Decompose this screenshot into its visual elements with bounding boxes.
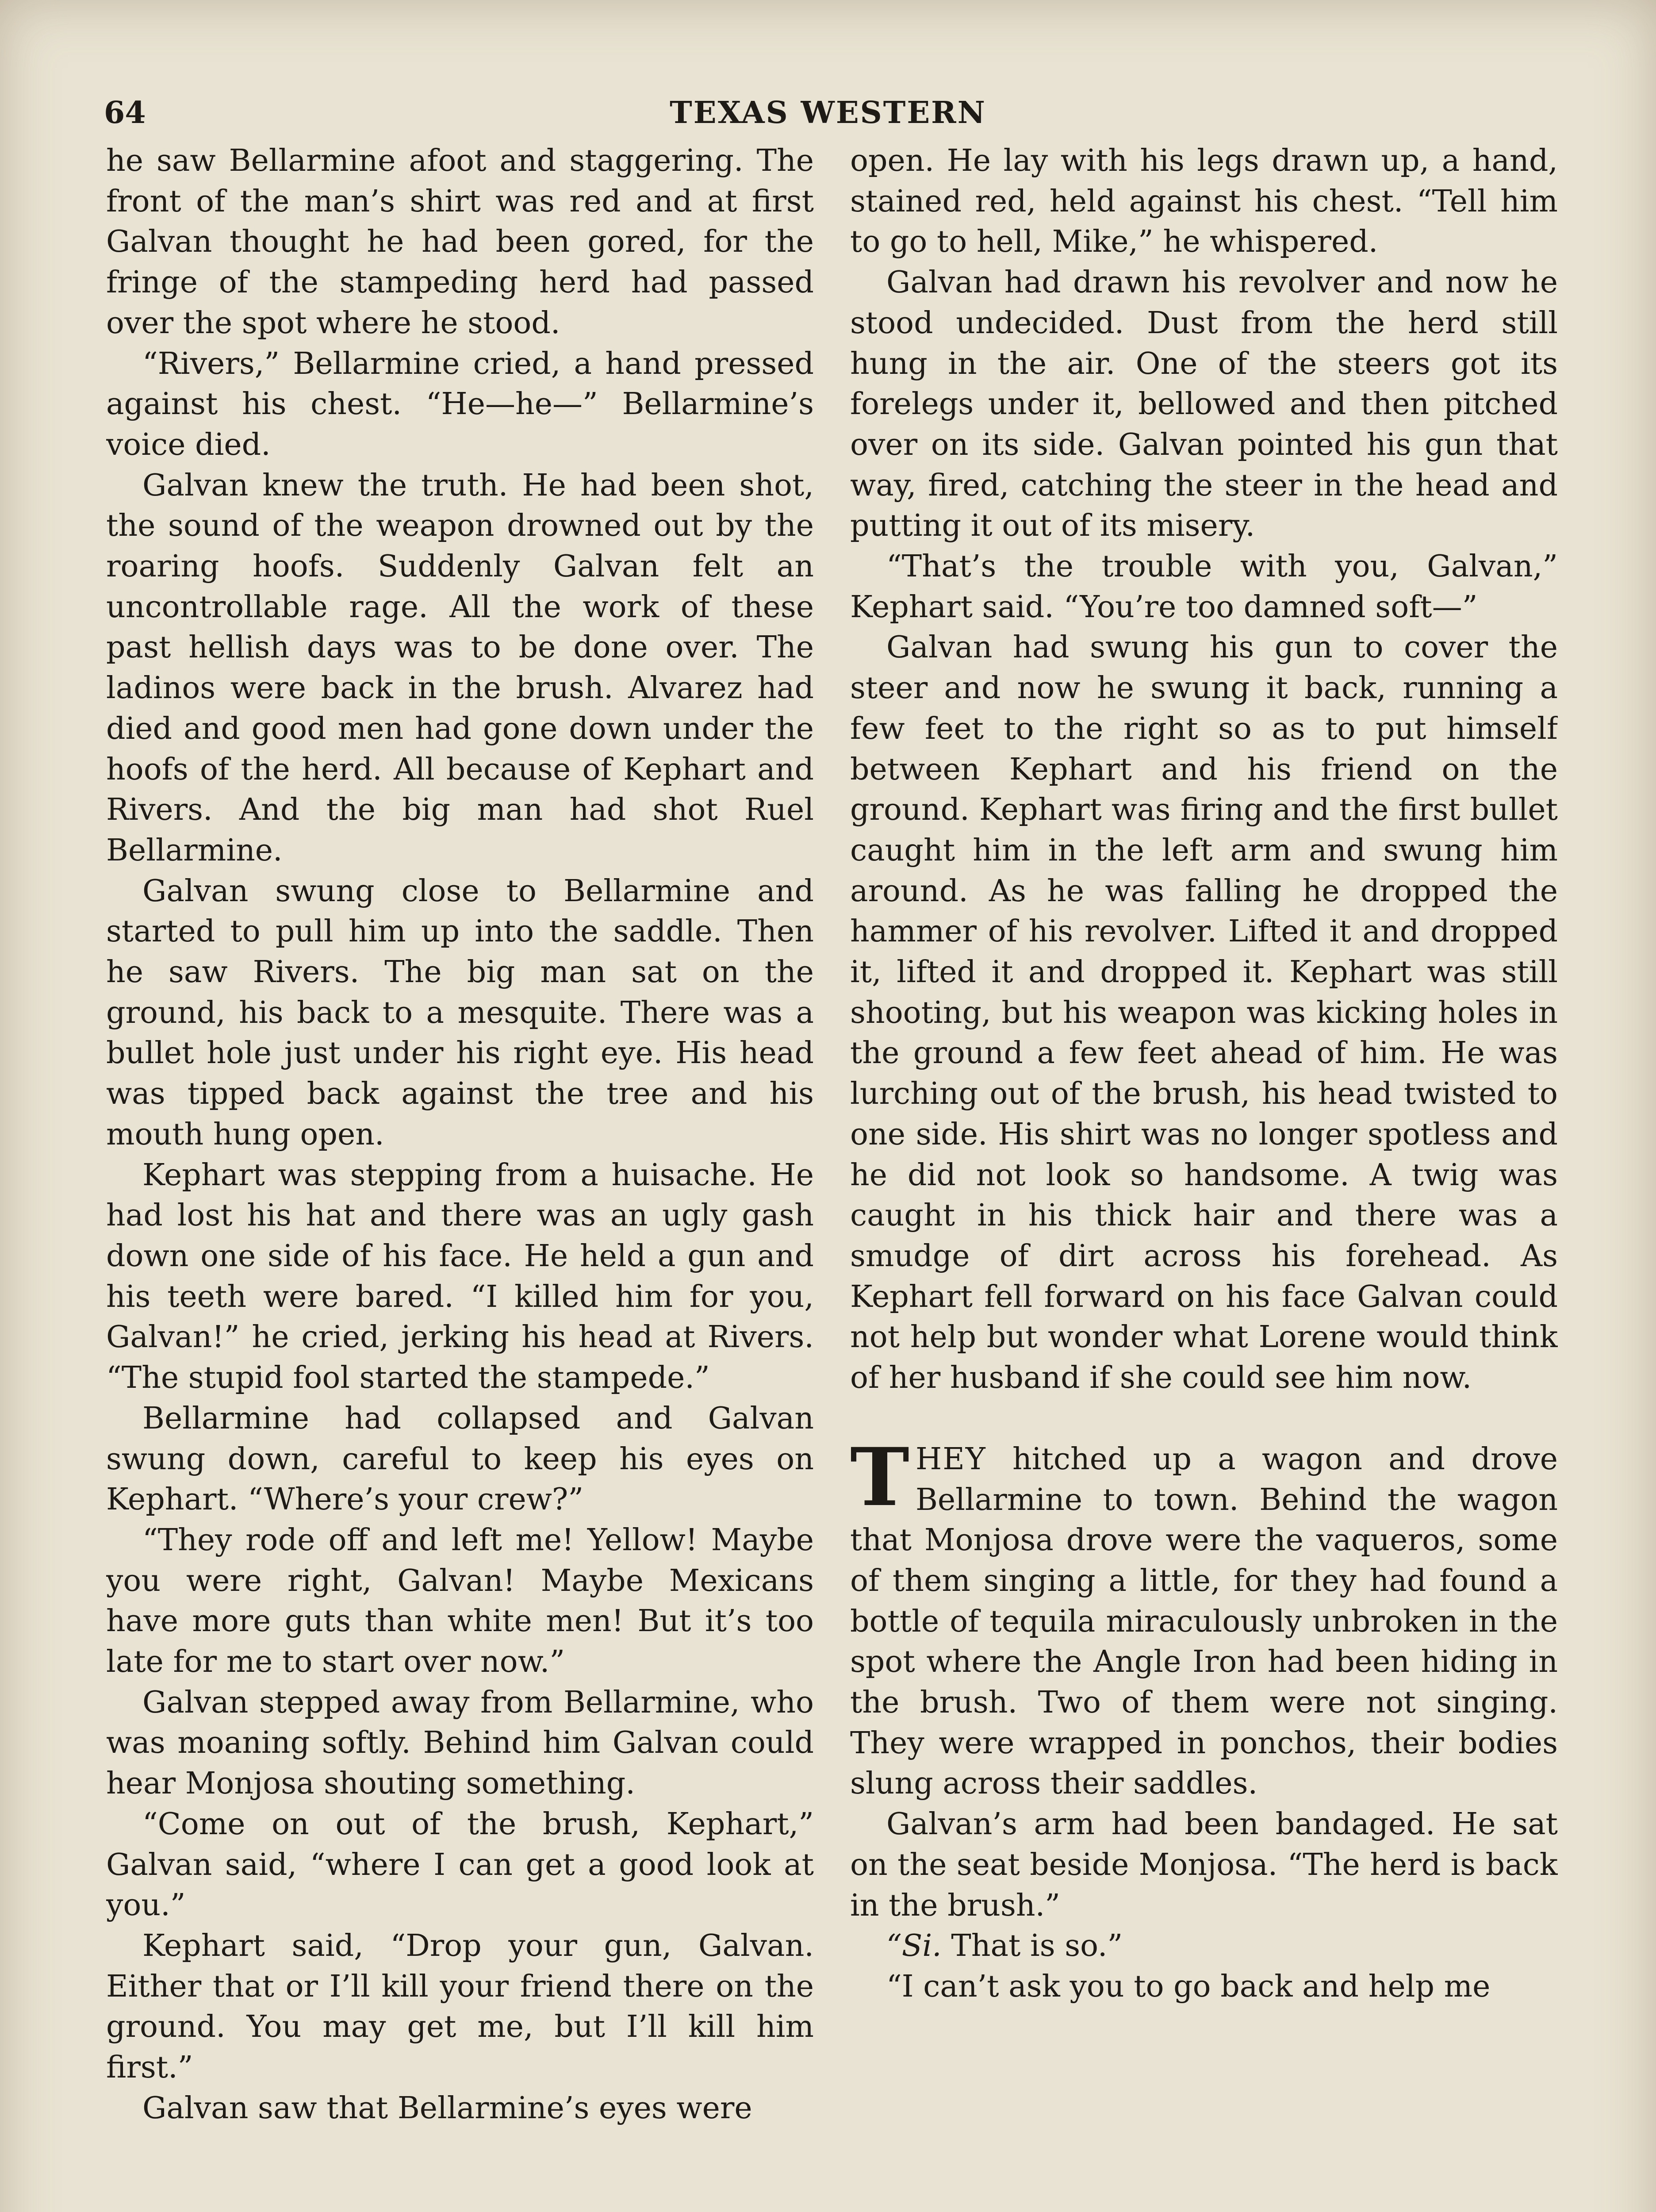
paragraph: “Come on out of the brush, Kephart,” Galvan said, “where I can get a good look at you.”: [106, 1806, 814, 1923]
paragraph: “I can’t ask you to go back and help me: [886, 1969, 1491, 2004]
italic-word: “Si.: [886, 1928, 942, 1964]
paragraph: Galvan’s arm had been bandaged. He sat on the seat beside Monjosa. “The herd is back in the brush.”: [850, 1807, 1558, 1923]
paragraph: Kephart said, “Drop your gun, Galvan. Either that or I’ll kill your friend there on the ground. You may get me, but I’ll kill him first.”: [106, 1928, 814, 2085]
drop-cap: T: [850, 1430, 909, 1524]
page-header: [104, 95, 1552, 135]
right-column: [850, 141, 1558, 2212]
paragraph: “They rode off and left me! Yellow! Maybe you were right, Galvan! Maybe Mexicans have more guts than white men! But it’s too late for me to start over now.”: [106, 1522, 814, 1680]
section-opening-paragraph: [850, 1430, 1558, 1804]
paragraph: [850, 1926, 1558, 1966]
paragraph: Galvan saw that Bellarmine’s eyes were: [142, 2090, 752, 2126]
lead-in-caps: HEY: [915, 1441, 986, 1477]
paragraph-text: That is so.”: [941, 1928, 1123, 1964]
paragraph: “Rivers,” Bellarmine cried, a hand pressed against his chest. “He—he—” Bellarmine’s voice died.: [106, 346, 814, 462]
paragraph: Galvan swung close to Bellarmine and started to pull him up into the saddle. Then he saw Rivers. The big man sat on the ground, his back to a mesquite. There was a bullet hole just under his right eye. His head was tipped back against the tree and his mouth hung open.: [106, 873, 814, 1152]
left-column: [106, 141, 814, 2212]
page-number: 64: [104, 95, 146, 131]
section-opening-text: hitched up a wagon and drove Bellarmine to town. Behind the wagon that Monjosa drove were the vaqueros, some of them singing a little, for they had found a bottle of tequila miraculously unbroken in the spot where the Angle Iron had been hiding in the brush. Two of them were not singing. They were wrapped in ponchos, their bodies slung across their saddles.: [850, 1441, 1558, 1801]
paragraph: Galvan stepped away from Bellarmine, who was moaning softly. Behind him Galvan could hear Monjosa shouting something.: [106, 1685, 814, 1801]
paragraph: Bellarmine had collapsed and Galvan swung down, careful to keep his eyes on Kephart. “Where’s your crew?”: [106, 1401, 814, 1517]
paragraph: Kephart was stepping from a huisache. He had lost his hat and there was an ugly gash down one side of his face. He held a gun and his teeth were bared. “I killed him for you, Galvan!” he cried, jerking his head at Rivers. “The stupid fool started the stampede.”: [106, 1157, 814, 1396]
paragraph: Galvan had swung his gun to cover the steer and now he swung it back, running a few feet to the right so as to put himself between Kephart and his friend on the ground. Kephart was firing and the first bullet caught him in the left arm and swung him around. As he was falling he dropped the hammer of his revolver. Lifted it and dropped it, lifted it and dropped it. Kephart was still shooting, but his weapon was kicking holes in the ground a few feet ahead of him. He was lurching out of the brush, his head twisted to one side. His shirt was no longer spotless and he did not look so handsome. A twig was caught in his thick hair and there was a smudge of dirt across his forehead. As Kephart fell forward on his face Galvan could not help but wonder what Lorene would think of her husband if she could see him now.: [850, 630, 1558, 1396]
paragraph: Galvan knew the truth. He had been shot, the sound of the weapon drowned out by the roaring hoofs. Suddenly Galvan felt an uncontrollable rage. All the work of these past hellish days was to be done over. The ladinos were back in the brush. Alvarez had died and good men had gone down under the hoofs of the herd. All because of Kephart and Rivers. And the big man had shot Ruel Bellarmine.: [106, 468, 814, 868]
running-head: TEXAS WESTERN: [670, 95, 986, 131]
paragraph: open. He lay with his legs drawn up, a hand, stained red, held against his chest. “Tell him to go to hell, Mike,” he whispered.: [850, 143, 1558, 260]
paragraph: he saw Bellarmine afoot and staggering. The front of the man’s shirt was red and at first Galvan thought he had been gored, for the fringe of the stampeding herd had passed over the spot where he stood.: [106, 143, 814, 341]
paragraph: “That’s the trouble with you, Galvan,” Kephart said. “You’re too damned soft—”: [850, 549, 1558, 625]
paragraph: Galvan had drawn his revolver and now he stood undecided. Dust from the herd still hung in the air. One of the steers got its forelegs under it, bellowed and then pitched over on its side. Galvan pointed his gun that way, fired, catching the steer in the head and putting it out of its misery.: [850, 265, 1558, 544]
